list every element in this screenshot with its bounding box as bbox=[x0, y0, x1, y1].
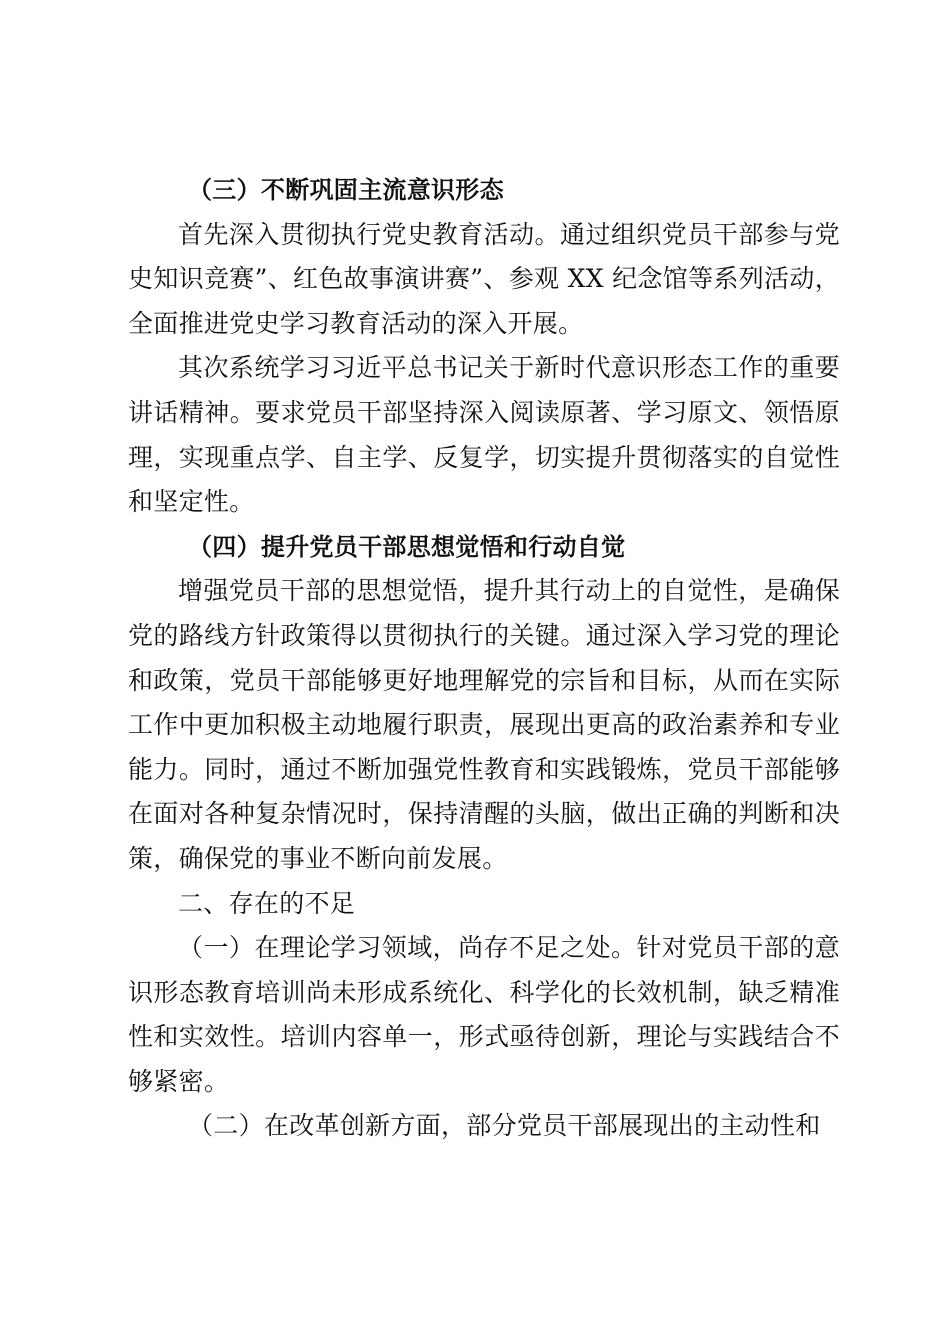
paragraph-party-history: 首先深入贯彻执行党史教育活动。通过组织党员干部参与党史知识竞赛”、红色故事演讲赛”、参观 XX 纪念馆等系列活动，全面推进党史学习教育活动的深入开展。 bbox=[128, 219, 840, 338]
paragraph-awareness: 增强党员干部的思想觉悟，提升其行动上的自觉性，是确保党的路线方针政策得以贯彻执行的关键。通过深入学习党的理论和政策，党员干部能够更好地理解党的宗旨和目标，从而在实际工作中更加积极主动地履行职责，展现出更高的政治素养和专业能力。同时，通过不断加强党性教育和实践锻炼，党员干部能够在面对各种复杂情况时，保持清醒的头脑，做出正确的判断和决策，确保党的事业不断向前发展。 bbox=[128, 576, 840, 873]
heading-shortcomings: 二、存在的不足 bbox=[178, 888, 356, 918]
paragraph-study-speech: 其次系统学习习近平总书记关于新时代意识形态工作的重要讲话精神。要求党员干部坚持深入阅读原著、学习原文、领悟原理，实现重点学、自主学、反复学，切实提升贯彻落实的自觉性和坚定性。 bbox=[128, 353, 840, 517]
heading-section-4: （四）提升党员干部思想觉悟和行动自觉 bbox=[188, 532, 626, 561]
heading-section-3: （三）不断巩固主流意识形态 bbox=[188, 176, 504, 204]
paragraph-theory-study: （一）在理论学习领域，尚存不足之处。针对党员干部的意识形态教育培训尚未形成系统化、科学化的长效机制，缺乏精准性和实效性。培训内容单一，形式亟待创新，理论与实践结合不够紧密。 bbox=[128, 933, 840, 1096]
paragraph-reform-innovation: （二）在改革创新方面，部分党员干部展现出的主动性和 bbox=[188, 1111, 821, 1141]
document-page bbox=[128, 168, 840, 1149]
